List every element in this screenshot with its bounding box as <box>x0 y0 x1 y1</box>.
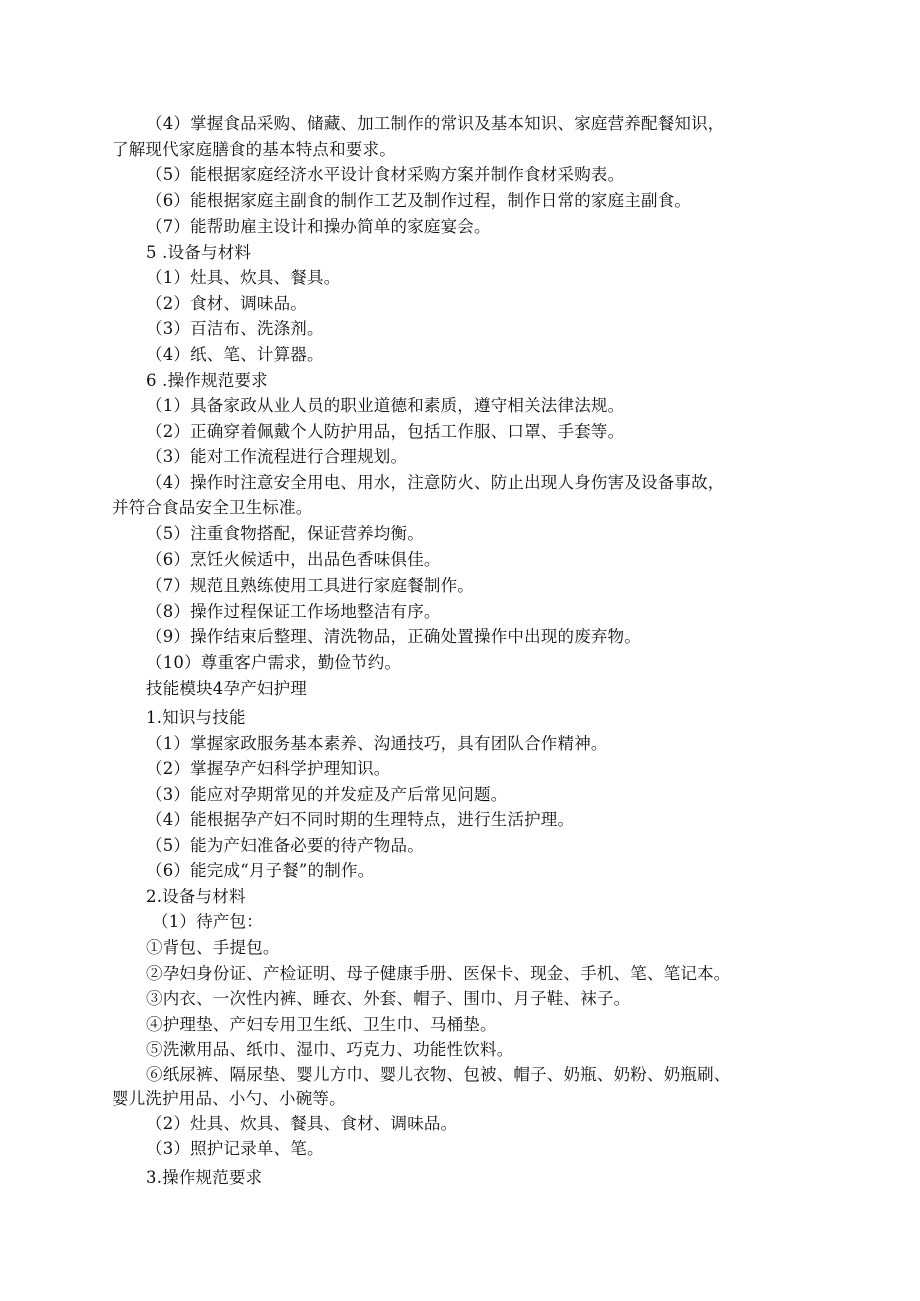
paragraph-line: （2）掌握孕产妇科学护理知识。 <box>146 759 391 778</box>
list-item-continuation: 婴儿洗护用品、小勺、小碗等。 <box>112 1089 346 1108</box>
paragraph-line: 了解现代家庭膳食的基本特点和要求。 <box>112 140 396 159</box>
paragraph-line: 并符合食品安全卫生标准。 <box>112 498 313 517</box>
paragraph-line: （8）操作过程保证工作场地整洁有序。 <box>146 602 441 621</box>
paragraph-line: （1）掌握家政服务基本素养、沟通技巧，具有团队合作精神。 <box>146 734 608 753</box>
list-item: ④护理垫、产妇专用卫生纸、卫生巾、马桶垫。 <box>146 1015 497 1034</box>
list-item: ③内衣、一次性内裤、睡衣、外套、帽子、围巾、月子鞋、袜子。 <box>146 989 631 1008</box>
paragraph-line: （6）烹饪火候适中，出品色香味俱佳。 <box>146 550 441 569</box>
paragraph-line: （7）规范且熟练使用工具进行家庭餐制作。 <box>146 576 474 595</box>
paragraph-line: （4）能根据孕产妇不同时期的生理特点，进行生活护理。 <box>146 810 575 829</box>
paragraph-line: （3）照护记录单、笔。 <box>146 1139 324 1158</box>
paragraph-line: （6）能根据家庭主副食的制作工艺及制作过程，制作日常的家庭主副食。 <box>146 191 692 210</box>
list-item: ⑥纸尿裤、隔尿垫、婴儿方巾、婴儿衣物、包被、帽子、奶瓶、奶粉、奶瓶刷、 <box>146 1065 731 1084</box>
paragraph-line: （4）操作时注意安全用电、用水，注意防火、防止出现人身伤害及设备事故， <box>146 473 725 492</box>
section-heading: 2.设备与材料 <box>146 887 246 906</box>
paragraph-line: （1）待产包： <box>152 912 263 931</box>
paragraph-line: （1）灶具、炊具、餐具。 <box>146 268 341 287</box>
section-heading: 5 .设备与材料 <box>146 243 252 262</box>
paragraph-line: （1）具备家政从业人员的职业道德和素质，遵守相关法律法规。 <box>146 396 625 415</box>
paragraph-line: （9）操作结束后整理、清洗物品，正确处置操作中出现的废弃物。 <box>146 627 641 646</box>
paragraph-line: （3）能对工作流程进行合理规划。 <box>146 447 408 466</box>
paragraph-line: （5）能根据家庭经济水平设计食材采购方案并制作食材采购表。 <box>146 165 625 184</box>
paragraph-line: （3）百洁布、洗涤剂。 <box>146 319 324 338</box>
paragraph-line: （4）掌握食品采购、储藏、加工制作的常识及基本知识、家庭营养配餐知识， <box>146 114 725 133</box>
section-heading: 6 .操作规范要求 <box>146 371 268 390</box>
paragraph-line: （2）食材、调味品。 <box>146 294 307 313</box>
module-heading: 技能模块4孕产妇护理 <box>146 679 307 698</box>
paragraph-line: （3）能应对孕期常见的并发症及产后常见问题。 <box>146 785 508 804</box>
paragraph-line: （2）灶具、炊具、餐具、食材、调味品。 <box>146 1114 458 1133</box>
list-item: ②孕妇身份证、产检证明、母子健康手册、医保卡、现金、手机、笔、笔记本。 <box>146 964 731 983</box>
paragraph-line: （4）纸、笔、计算器。 <box>146 345 324 364</box>
list-item: ⑤洗漱用品、纸巾、湿巾、巧克力、功能性饮料。 <box>146 1040 514 1059</box>
paragraph-line: （2）正确穿着佩戴个人防护用品，包括工作服、口罩、手套等。 <box>146 422 625 441</box>
section-heading: 3.操作规范要求 <box>146 1168 263 1187</box>
paragraph-line: （10）尊重客户需求，勤俭节约。 <box>146 653 402 672</box>
paragraph-line: （5）能为产妇准备必要的待产物品。 <box>146 836 424 855</box>
paragraph-line: （5）注重食物搭配，保证营养均衡。 <box>146 524 424 543</box>
paragraph-line: （7）能帮助雇主设计和操办简单的家庭宴会。 <box>146 217 491 236</box>
list-item: ①背包、手提包。 <box>146 938 280 957</box>
section-heading: 1.知识与技能 <box>146 708 246 727</box>
paragraph-line: （6）能完成“月子餐”的制作。 <box>146 861 375 880</box>
